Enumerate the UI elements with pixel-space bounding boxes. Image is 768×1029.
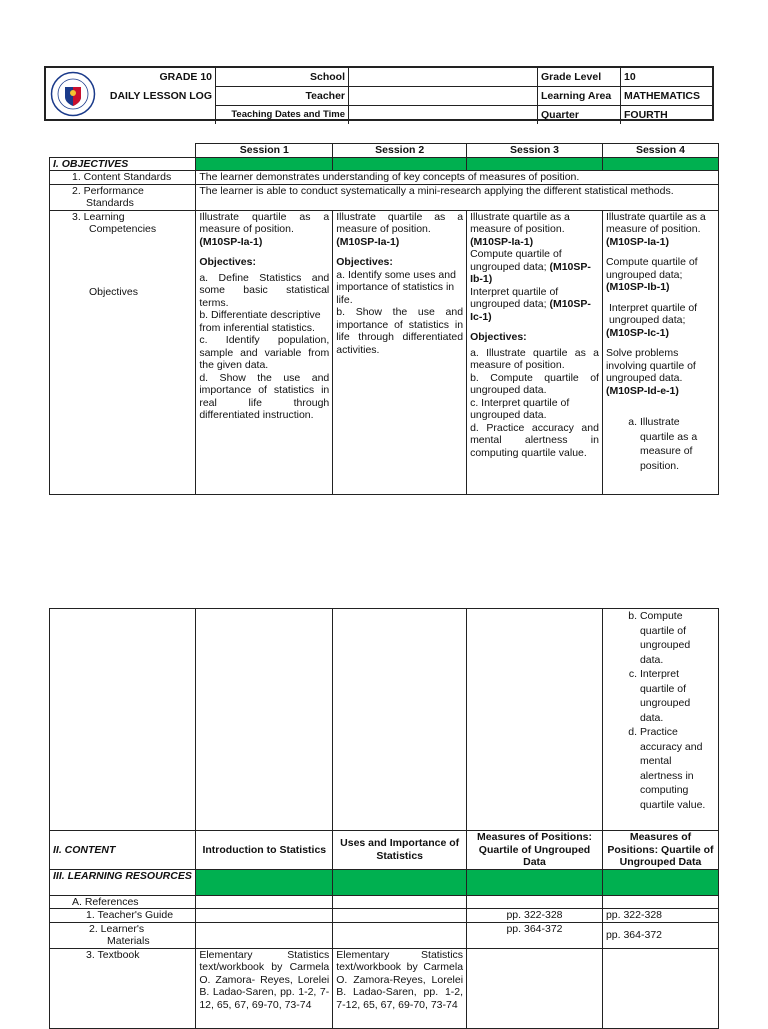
learners-materials-label: 2. Learner's Materials	[50, 922, 196, 948]
dates-value[interactable]	[349, 106, 538, 125]
performance-standards-label: 2. Performance Standards	[50, 184, 196, 210]
session-3-teachers-guide: pp. 322-328	[467, 909, 603, 923]
references-label: A. References	[50, 895, 196, 909]
session-2-objectives: Illustrate quartile as a measure of position. (M10SP-Ia-1) Objectives: a. Identify some uses and importance of statistics in life. b. Show the use and importance of statistics in life through differentiated activities.	[333, 210, 467, 494]
session-4-objective-b: b. Compute quartile of ungrouped data.	[640, 609, 715, 667]
session-2-heading: Session 2	[333, 144, 467, 158]
session-3-content: Measures of Positions: Quartile of Ungrouped Data	[467, 831, 603, 870]
objectives-label: Objectives	[89, 285, 139, 298]
session-4-teachers-guide: pp. 322-328	[602, 909, 718, 923]
session-3-objectives: Illustrate quartile as a measure of position. (M10SP-Ia-1) Compute quartile of ungrouped data; (M10SP-Ib-1) Interpret quartile of ungrouped data; (M10SP-Ic-1) Objectives: a. Illustrate quartile as a measure of position. b. Compute quartile of ungrouped data. c. Interpret quartile of ungrouped data. d. Practice accuracy and mental alertness in computing quartile value.	[467, 210, 603, 494]
session-3-learners-materials: pp. 364-372	[467, 922, 603, 948]
learning-area-label: Learning Area	[538, 87, 621, 106]
textbook-label: 3. Textbook	[50, 948, 196, 1028]
session-1-textbook: Elementary Statistics text/workbook by Carmela O. Zamora- Reyes, Lorelei B. Ladao-Saren, pp. 1-2, 7-12, 65, 67, 69-70, 73-74	[196, 948, 333, 1028]
session-4-objective-a: a. Illustrate quartile as a measure of position.	[640, 415, 715, 473]
teacher-value[interactable]	[349, 87, 538, 106]
session-4-objectives: Illustrate quartile as a measure of position. (M10SP-Ia-1) Compute quartile of ungrouped data; (M10SP-Ib-1) Interpret quartile of ungrouped data; (M10SP-Ic-1) Solve problems involving quartile of ungrouped data. (M10SP-Id-e-1) a. Illustrate quartile as a measure of position.	[602, 210, 718, 494]
teachers-guide-label: 1. Teacher's Guide	[50, 909, 196, 923]
session-1-objectives: Illustrate quartile as a measure of position. (M10SP-Ia-1) Objectives: a. Define Statistics and some basic statistical terms. b. Differentiate descriptive from inferential statistics. c. Identify population, sample and variable from the given data. d. Show the use and importance of statistics in real life through differentiated instruction.	[196, 210, 333, 494]
session-4-objective-d: d. Practice accuracy and mental alertness in computing quartile value.	[640, 725, 715, 812]
quarter-value: FOURTH	[621, 106, 715, 125]
learning-area-value: MATHEMATICS	[621, 87, 715, 106]
quarter-label: Quarter	[538, 106, 621, 125]
grade-heading: GRADE 10	[46, 68, 216, 87]
teacher-label: Teacher	[216, 87, 349, 106]
content-standards-label: 1. Content Standards	[50, 171, 196, 185]
school-label: School	[216, 68, 349, 87]
session-4-content: Measures of Positions: Quartile of Ungrouped Data	[602, 831, 718, 870]
performance-standards-text: The learner is able to conduct systematically a mini-research applying the different statistical methods.	[196, 184, 719, 210]
lesson-log-table-page2	[49, 608, 719, 1029]
session-1-content: Introduction to Statistics	[196, 831, 333, 870]
session-2-textbook: Elementary Statistics text/workbook by Carmela O. Zamora-Reyes, Lorelei B. Ladao-Saren, pp. 1-2, 7-12, 65, 67, 69-70, 73-74	[333, 948, 467, 1028]
content-standards-text: The learner demonstrates understanding of key concepts of measures of position.	[196, 171, 719, 185]
session-1-heading: Session 1	[196, 144, 333, 158]
grade-level-value: 10	[621, 68, 715, 87]
lesson-log-table-page1	[49, 143, 719, 495]
school-value[interactable]	[349, 68, 538, 87]
session-4-objectives-continued	[602, 609, 718, 831]
objectives-heading: I. OBJECTIVES	[50, 157, 196, 171]
dates-label: Teaching Dates and Time	[216, 106, 349, 125]
session-4-objective-c: c. Interpret quartile of ungrouped data.	[640, 667, 715, 725]
session-4-learners-materials: pp. 364-372	[602, 922, 718, 948]
session-header-row	[50, 144, 719, 158]
session-3-heading: Session 3	[467, 144, 603, 158]
session-2-content: Uses and Importance of Statistics	[333, 831, 467, 870]
learning-resources-heading: III. LEARNING RESOURCES	[50, 869, 196, 895]
content-heading: II. CONTENT	[50, 831, 196, 870]
header-block	[44, 66, 714, 121]
session-4-heading: Session 4	[602, 144, 718, 158]
competencies-label: 3. Learning Competencies Objectives	[50, 210, 196, 494]
doc-title: DAILY LESSON LOG	[46, 87, 216, 106]
grade-level-label: Grade Level	[538, 68, 621, 87]
